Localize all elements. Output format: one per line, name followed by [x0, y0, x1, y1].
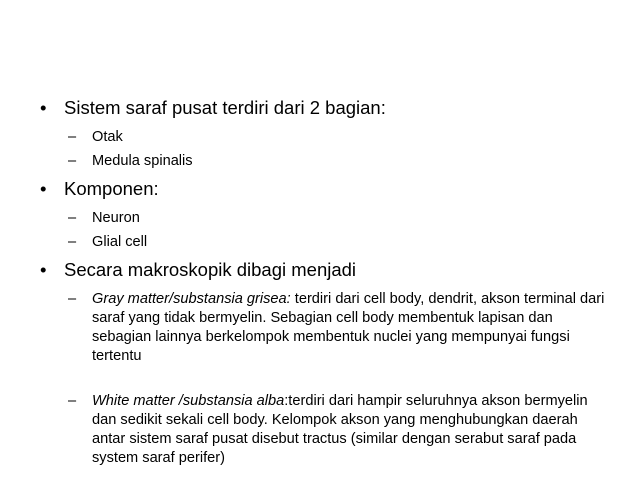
term-gray-matter: Gray matter/substansia grisea: — [92, 291, 291, 307]
bullet-komponen — [40, 177, 610, 201]
bullet-text: Komponen: — [64, 178, 159, 199]
desc-gray-matter: terdiri dari cell body, dendrit, akson terminal dari saraf yang tidak bermyelin. Sebagian cell body membentuk lapisan dan sebagian lainnya berkelompok membentuk nuclei yang mempunyai fungsi tertentu — [92, 291, 605, 364]
dash-icon: – — [68, 234, 77, 250]
term-white-matter: White matter /substansia alba — [92, 393, 285, 409]
bullet-icon: • — [40, 259, 47, 280]
sub-item-text: Otak — [92, 129, 123, 145]
sub-item-content — [92, 393, 588, 466]
dash-icon: – — [68, 153, 77, 169]
sub-item-medula — [40, 152, 610, 171]
dash-icon: – — [68, 129, 77, 145]
dash-icon: – — [68, 291, 77, 307]
bullet-icon: • — [40, 178, 47, 199]
dash-icon: – — [68, 393, 77, 409]
bullet-text: Secara makroskopik dibagi menjadi — [64, 259, 357, 280]
sub-item-otak — [40, 128, 610, 147]
desc-white-matter: :terdiri dari hampir seluruhnya akson bermyelin dan sedikit sekali cell body. Kelompok akson yang menghubungkan daerah antar sistem saraf pusat disebut tractus (similar dengan serabut saraf pada system saraf perifer) — [92, 393, 588, 466]
sub-item-text: Neuron — [92, 210, 140, 226]
slide-content — [40, 96, 610, 468]
sub-item-gray-matter — [40, 290, 610, 366]
sub-item-white-matter — [40, 392, 610, 468]
sub-item-content — [92, 291, 604, 364]
sub-item-neuron — [40, 209, 610, 228]
bullet-icon: • — [40, 97, 47, 118]
sub-item-glial — [40, 233, 610, 252]
bullet-text: Sistem saraf pusat terdiri dari 2 bagian: — [64, 97, 386, 118]
dash-icon: – — [68, 210, 77, 226]
bullet-sistem-saraf — [40, 96, 610, 120]
sub-item-text: Medula spinalis — [92, 153, 193, 169]
bullet-makroskopik — [40, 258, 610, 282]
sub-item-text: Glial cell — [92, 234, 148, 250]
